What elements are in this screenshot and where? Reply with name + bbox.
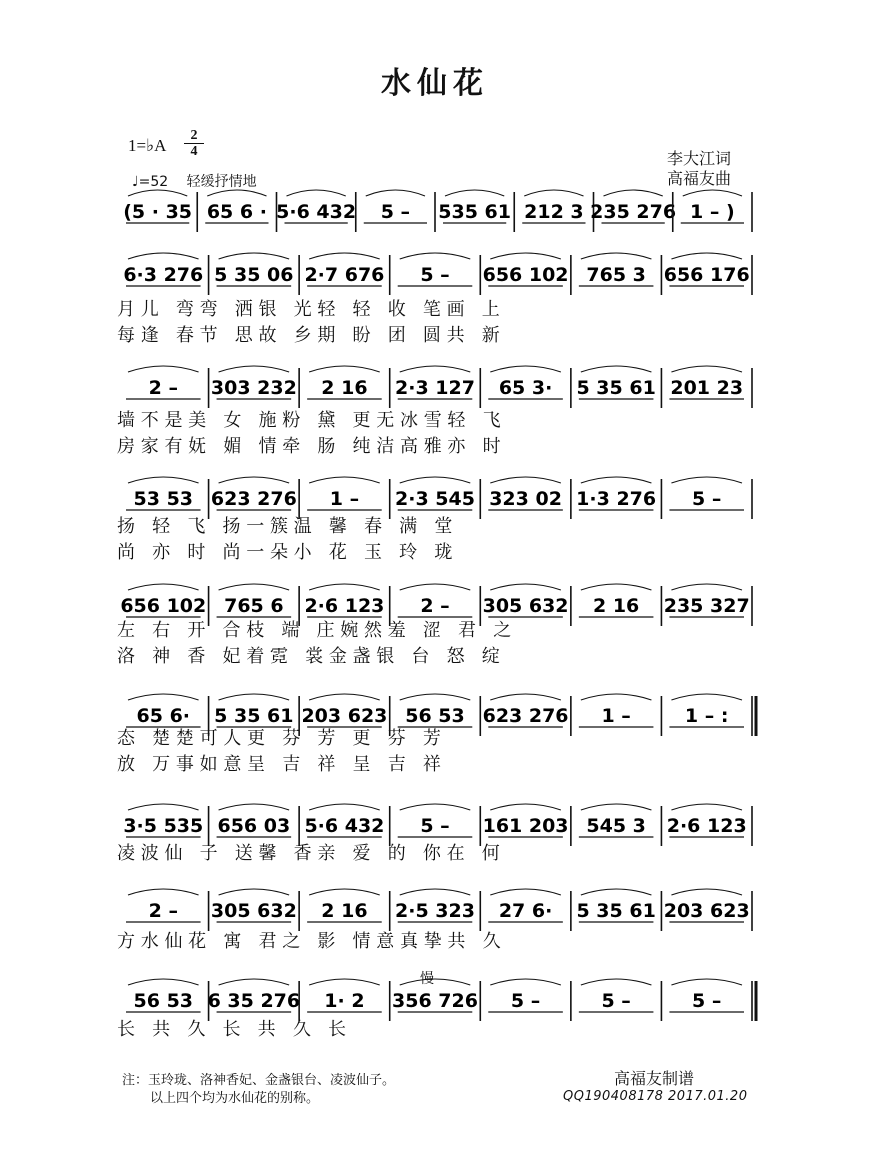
- measure-notes: 2·7 676: [304, 264, 385, 286]
- slur: [400, 366, 471, 372]
- measure-notes: 5 –: [692, 488, 722, 510]
- slur: [309, 584, 380, 590]
- measure-notes: 1 – :: [684, 705, 729, 727]
- measure: [522, 190, 593, 232]
- slur: [581, 253, 652, 259]
- measure: [579, 253, 662, 295]
- measure: [211, 889, 299, 931]
- slur: [219, 584, 290, 590]
- time-signature-bottom: 4: [184, 143, 204, 159]
- slur: [287, 190, 346, 196]
- measure-notes: 305 632: [482, 595, 569, 617]
- measure-notes: 2·3 545: [395, 488, 475, 510]
- measure: [304, 253, 389, 295]
- slur: [309, 694, 380, 700]
- lyric-line: 态 楚 楚 可 人 更 芬 芳 更 芬 芳: [117, 728, 441, 749]
- slur: [581, 584, 652, 590]
- slur: [309, 253, 380, 259]
- slur: [490, 804, 561, 810]
- measure: [398, 253, 481, 295]
- slur: [671, 979, 742, 985]
- slur: [490, 366, 561, 372]
- lyricist-credit: 李大江词: [667, 149, 732, 168]
- lyric-line: 洛 神 香 妃 着 霓 裳 金 盏 银 台 怒 绽: [117, 646, 500, 667]
- measure: [123, 190, 197, 232]
- measure: [126, 889, 209, 931]
- measure: [214, 253, 299, 295]
- measure-notes: 2 16: [321, 377, 368, 399]
- measure: [364, 190, 435, 232]
- slur: [219, 889, 290, 895]
- slur: [400, 477, 471, 483]
- slur: [581, 694, 652, 700]
- measure-notes: 2·6 123: [304, 595, 385, 617]
- measure-notes: 56 53: [405, 705, 465, 727]
- measure-notes: 1 – ): [690, 201, 735, 223]
- slur: [219, 694, 290, 700]
- measure: [205, 190, 276, 232]
- slur: [490, 584, 561, 590]
- slur: [490, 979, 561, 985]
- slur: [219, 477, 290, 483]
- measure: [576, 366, 661, 408]
- measure-notes: 65 6·: [136, 705, 191, 727]
- measure-notes: 53 53: [133, 488, 194, 510]
- contact-date: QQ190408178 2017.01.20: [563, 1089, 748, 1104]
- measure-notes: 5·6 432: [304, 815, 385, 837]
- measure-notes: 2·5 323: [395, 900, 475, 922]
- measure-notes: 656 102: [120, 595, 207, 617]
- lyric-line: 尚 亦 时 尚 一 朵 小 花 玉 玲 珑: [117, 542, 453, 563]
- slur: [671, 889, 742, 895]
- measure-notes: 765 3: [586, 264, 646, 286]
- measure: [681, 190, 752, 232]
- measure-notes: 656 176: [663, 264, 750, 286]
- measure: [576, 889, 661, 931]
- measure-notes: 545 3: [586, 815, 646, 837]
- measure-notes: 623 276: [210, 488, 297, 510]
- slur: [128, 694, 199, 700]
- measure: [664, 253, 752, 295]
- footnote-line1: 玉玲珑、洛神香妃、金盏银台、凌波仙子。: [148, 1073, 396, 1088]
- song-title: 水仙花: [381, 66, 489, 101]
- lyric-line: 方 水 仙 花 寓 君 之 影 情 意 真 挚 共 久: [117, 931, 501, 952]
- score-maker: 高福友制谱: [614, 1069, 695, 1088]
- measure-notes: 5 35 06: [214, 264, 294, 286]
- measure-notes: 203 623: [663, 900, 750, 922]
- measure-notes: 1· 2: [324, 990, 365, 1012]
- measure-notes: 323 02: [489, 488, 562, 510]
- measure-notes: 65 3·: [498, 377, 553, 399]
- measure-notes: 5 –: [601, 990, 631, 1012]
- measure-notes: 3·5 535: [123, 815, 204, 837]
- slur: [671, 584, 742, 590]
- tempo-value: ♩=52: [132, 174, 169, 190]
- slur: [366, 190, 425, 196]
- measure-notes: 1 –: [601, 705, 631, 727]
- measure-notes: 2·6 123: [666, 815, 747, 837]
- slur: [400, 889, 471, 895]
- slur: [581, 804, 652, 810]
- slur: [207, 190, 266, 196]
- measure: [276, 190, 356, 232]
- slur: [490, 253, 561, 259]
- slur: [445, 190, 504, 196]
- footnote-line2: 以上四个均为水仙花的别称。: [150, 1091, 320, 1106]
- measure-notes: 623 276: [482, 705, 569, 727]
- measure: [123, 253, 208, 295]
- slur: [128, 477, 199, 483]
- measure-notes: 356 726: [392, 990, 478, 1012]
- measure: [488, 366, 571, 408]
- measure-notes: 2 –: [148, 377, 178, 399]
- measure-notes: 5 –: [380, 201, 411, 223]
- slur: [128, 979, 199, 985]
- measure-notes: 235 327: [663, 595, 750, 617]
- measure-notes: 56 53: [133, 990, 194, 1012]
- slur: [671, 366, 742, 372]
- time-signature-top: 2: [190, 128, 198, 143]
- slur: [490, 889, 561, 895]
- slur: [309, 366, 380, 372]
- measure-notes: 656 03: [217, 815, 291, 837]
- measure: [488, 889, 571, 931]
- slur: [309, 804, 380, 810]
- slur: [128, 366, 199, 372]
- slur: [581, 366, 652, 372]
- measure-notes: 27 6·: [498, 900, 553, 922]
- footnote: [122, 1072, 395, 1108]
- measure-notes: 212 3: [524, 201, 584, 223]
- slur: [581, 979, 652, 985]
- measure-notes: 305 632: [210, 900, 297, 922]
- slur: [309, 477, 380, 483]
- slur: [219, 979, 290, 985]
- slur: [671, 694, 742, 700]
- lyric-line: 房 家 有 妩 媚 情 牵 肠 纯 洁 高 雅 亦 时: [117, 436, 501, 457]
- slur: [683, 190, 742, 196]
- lyric-line: 扬 轻 飞 扬 一 簇 温 馨 春 满 堂: [117, 516, 453, 537]
- measure: [483, 253, 571, 295]
- measure-notes: 535 61: [438, 201, 511, 223]
- lyric-line: 放 万 事 如 意 呈 吉 祥 呈 吉 祥: [117, 754, 441, 775]
- slur: [604, 190, 663, 196]
- lyric-line: 左 右 开 合 枝 端 庄 婉 然 羞 涩 君 之: [117, 620, 512, 641]
- slur: [490, 477, 561, 483]
- measure: [211, 366, 299, 408]
- measure-notes: 2 –: [148, 900, 178, 922]
- measure-notes: 2·3 127: [395, 377, 475, 399]
- measure-notes: 203 623: [301, 705, 388, 727]
- slur: [128, 190, 187, 196]
- measure: [590, 190, 676, 232]
- measure: [664, 889, 752, 931]
- measure-notes: 235 276: [590, 201, 677, 223]
- slur: [219, 804, 290, 810]
- measure: [307, 889, 390, 931]
- measure-notes: 765 6: [224, 595, 284, 617]
- lyric-line: 月 儿 弯 弯 洒 银 光 轻 轻 收 笔 画 上: [117, 299, 500, 320]
- slur: [581, 889, 652, 895]
- slur: [128, 804, 199, 810]
- slur: [400, 804, 471, 810]
- measure-notes: 303 232: [210, 377, 297, 399]
- slur: [490, 694, 561, 700]
- measure-notes: 201 23: [670, 377, 744, 399]
- measure: [438, 190, 514, 232]
- measure-notes: 161 203: [482, 815, 569, 837]
- composer-credit: 高福友曲: [667, 169, 732, 188]
- slur: [671, 477, 742, 483]
- measure-notes: 5·6 432: [276, 201, 357, 223]
- measure-notes: 65 6 ·: [206, 201, 267, 223]
- slur: [581, 477, 652, 483]
- measure-notes: 6·3 276: [123, 264, 204, 286]
- slur: [400, 584, 471, 590]
- slur: [524, 190, 583, 196]
- measure-notes: 1·3 276: [576, 488, 657, 510]
- slur: [671, 804, 742, 810]
- slur: [309, 889, 380, 895]
- measure-notes: 5 –: [692, 990, 722, 1012]
- measure-notes: 5 –: [510, 990, 541, 1012]
- lyric-line: 长 共 久 长 共 久 长: [117, 1019, 346, 1040]
- measure-notes: 2 16: [321, 900, 368, 922]
- measure: [669, 366, 752, 408]
- measure: [307, 366, 390, 408]
- tempo-change: 慢: [420, 971, 434, 987]
- slur: [219, 366, 290, 372]
- measure-notes: 5 –: [420, 264, 450, 286]
- slur: [400, 694, 471, 700]
- measure-notes: 5 35 61: [576, 377, 656, 399]
- measure-notes: (5 · 35: [123, 201, 193, 223]
- lyric-line: 墙 不 是 美 女 施 粉 黛 更 无 冰 雪 轻 飞: [117, 410, 501, 431]
- expression-marking: 轻缓抒情地: [186, 174, 257, 190]
- measure: [395, 366, 480, 408]
- slur: [400, 979, 471, 985]
- key-signature: 1=♭A: [128, 136, 167, 155]
- measure-notes: 1 –: [329, 488, 360, 510]
- measure: [395, 889, 480, 931]
- measure-notes: 5 35 61: [214, 705, 294, 727]
- slur: [128, 584, 199, 590]
- slur: [671, 253, 742, 259]
- measure: [126, 366, 209, 408]
- slur: [309, 979, 380, 985]
- lyric-line: 每 逢 春 节 思 故 乡 期 盼 团 圆 共 新: [117, 325, 500, 346]
- slur: [128, 889, 199, 895]
- slur: [400, 253, 471, 259]
- measure-notes: 656 102: [482, 264, 569, 286]
- slur: [128, 253, 199, 259]
- footnote-label: 注：: [122, 1073, 149, 1088]
- slur: [219, 253, 290, 259]
- measure-notes: 5 35 61: [576, 900, 656, 922]
- lyric-line: 凌 波 仙 子 送 馨 香 亲 爱 的 你 在 何: [117, 843, 500, 864]
- measure-notes: 2 –: [420, 595, 450, 617]
- measure-notes: 6 35 276: [207, 990, 301, 1012]
- measure-notes: 2 16: [593, 595, 640, 617]
- measure-notes: 5 –: [420, 815, 450, 837]
